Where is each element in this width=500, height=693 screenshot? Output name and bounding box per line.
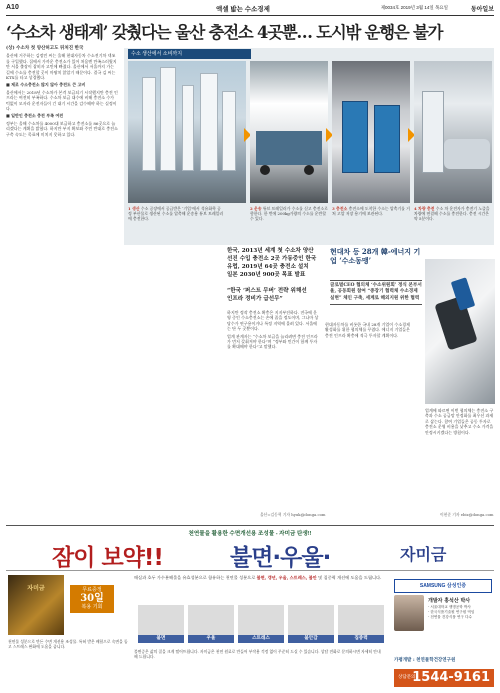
ad-tagline: 천연물을 활용한 수면개선용 조성물 - 자미금 탄생!! bbox=[188, 531, 312, 537]
developer-credentials: - 서울대학교 생명공학 박사 - 한국식품기술원 연구원 역임 - 천연물 건강식품 연구 다수 bbox=[428, 605, 475, 619]
photo-caption bbox=[332, 206, 410, 216]
caption-number: 3 충전소 bbox=[332, 206, 348, 211]
certification-logo: SAMSUNG 삼성인증 bbox=[394, 579, 492, 593]
article-subheading: ■ 제로 수소충전소 많지 않아 충전도 큰 고비 bbox=[6, 82, 86, 88]
free-trial-badge bbox=[70, 585, 114, 613]
symptom-label: 불면 bbox=[138, 635, 184, 643]
symptom-tile bbox=[288, 605, 334, 643]
article-column-right bbox=[325, 322, 411, 340]
photo-fuel-nozzle bbox=[425, 259, 495, 404]
caption-text: 수소 공장에서 공급받은 ‘기업’에서 석유화학 공정 부산물로 생산된 수소를 압축해 운송용 튜브 트레일러에 충전한다. bbox=[128, 206, 224, 221]
article-column-middle bbox=[227, 310, 320, 352]
article-paragraph: 업계에 따르면 이번 협의체는 충전소 구축과 수소 공급망 안정화를 최우선 과제로 삼는다. 참여 기업들은 공동 투자로 충전소 운영 비용을 낮추고 수소 가격을 안정시키겠다는 방침이다. bbox=[425, 408, 494, 435]
charger-pole bbox=[422, 91, 444, 173]
pull-quote-line: 인프라 정비가 급선무” bbox=[227, 296, 283, 302]
pull-quote-line: 한국, 2013년 세계 첫 수소차 양산 bbox=[227, 248, 314, 254]
page-number: A10 bbox=[6, 4, 19, 11]
article-paragraph: 업계 관계자는 “수소차 보급을 늘리려면 충전 인프라가 먼저 갖춰져야 한다”며 “정부와 민간이 함께 투자를 확대해야 한다”고 말했다. bbox=[227, 333, 318, 350]
caption-text: 수소 차 운전자가 충전기 노즐을 차량에 연결해 수소를 충전한다. 충전 시간은 약 5분이다. bbox=[414, 206, 490, 221]
photo-caption bbox=[250, 206, 328, 221]
byline: 이현준 기자 ebiz@donga.com bbox=[440, 512, 494, 517]
pull-quote-line: 유럽, 2019년 64곳 충전소 설치 bbox=[227, 264, 309, 270]
ad-headline-middle: 불면·우울· bbox=[230, 545, 331, 571]
storage-tank bbox=[222, 91, 236, 171]
article-paragraph: 울산에 거주하는 김정민 씨는 올해 현대자동차 수소전기차 넥쏘를 구입했다. 집에서 가까운 충전소가 있어 처음엔 만족스러웠지만 서울 출장이 잡히자 고민에 빠졌다. 울산에서 서울까지 가는 길에 수소를 충전할 곳이 마땅치 않았기 때문이다. 결국 김 씨는 KTX를 타고 상경했다. bbox=[6, 53, 117, 81]
right-pull-quote: 글로벌CEO 협의체 ‘수소위원회’ 정식 본부서울, 공동회원 참여 “중장기 협력체 수소경제 실현” 체인 구축, 세계로 해외지원 위한 협력 bbox=[330, 280, 422, 305]
dispenser-unit bbox=[374, 105, 400, 173]
storage-tank bbox=[200, 73, 218, 171]
institute-name: 가평개발 : 천연물학건강연구원 bbox=[394, 658, 456, 663]
car-body bbox=[444, 139, 490, 169]
ad-body bbox=[6, 570, 494, 693]
symptom-tiles bbox=[138, 605, 384, 643]
phone-number[interactable]: 1544-9161 bbox=[412, 670, 490, 685]
article-lead: (상) 수소차 첫 양산허고도 뒤처진 한국 bbox=[6, 46, 84, 51]
photo-vehicle-charging bbox=[414, 61, 492, 203]
product-box-image bbox=[8, 575, 64, 635]
ad-intro-highlight: 불면, 갱년, 우울, 스트레스, 불안 bbox=[256, 575, 317, 580]
main-headline: ‘수소차 생태계’ 갖췄다는 울산 충전소 4곳뿐… 도시밖 운행은 불가 bbox=[6, 23, 443, 42]
right-article-title: 현대차 등 28개 韓-에너지 기업 ‘수소동맹’ bbox=[330, 247, 421, 265]
article-paragraph: 정부는 올해 수소차를 4000대 보급하고 충전소를 86곳으로 늘리겠다는 계획을 밝혔다. 하지만 부지 확보와 주민 반대로 충전소 구축 속도는 목표에 미치지 못하고 있다. bbox=[6, 120, 118, 137]
developer-name: 개발자 홍석산 박사 bbox=[428, 598, 471, 604]
ad-intro-a: 매실과 호두 가수분해물을 유효성분으로 함유하는 천연물 성분으로 bbox=[134, 575, 257, 580]
phone-banner[interactable] bbox=[394, 669, 494, 687]
ad-footnote: 불면증은 삶의 질을 크게 떨어뜨립니다. 자미금은 천연 원료로 만들어 부작용 걱정 없이 꾸준히 드실 수 있습니다. 상담 전화로 문의하시면 자세히 안내해 드립니다. bbox=[134, 649, 381, 660]
photo-production-plant bbox=[128, 61, 246, 203]
ad-intro-b: 및 집중력 개선에 도움을 드립니다. bbox=[316, 575, 382, 580]
product-label: 자미금 bbox=[27, 585, 45, 592]
phone-label: 상담문의 bbox=[398, 675, 416, 680]
symptom-label: 우울 bbox=[188, 635, 234, 643]
photo-charging-station bbox=[332, 61, 410, 203]
symptom-tile bbox=[138, 605, 184, 643]
page-header bbox=[6, 2, 494, 16]
storage-tank bbox=[182, 85, 194, 171]
section-title: 액셀 밟는 수소경제 bbox=[216, 6, 270, 13]
photo-panel-title: 수소 생산에서 소비까지 bbox=[128, 49, 251, 59]
badge-top-text: 무료증정 bbox=[82, 587, 102, 593]
badge-bottom-text: 복용 기회 bbox=[81, 604, 103, 610]
caption-text: 튜브 트레일러가 수소를 싣고 충전소로 향한다. 한 번에 200kg가량의 수소를 운반할 수 있다. bbox=[250, 206, 328, 221]
ad-intro-text bbox=[134, 575, 384, 581]
symptom-tile bbox=[188, 605, 234, 643]
article-column-left bbox=[6, 46, 118, 139]
badge-days: 30일 bbox=[80, 593, 104, 604]
symptom-tile bbox=[238, 605, 284, 643]
caption-number: 2 운송 bbox=[250, 206, 262, 211]
article-column-far-right bbox=[425, 408, 495, 435]
advertisement bbox=[6, 525, 494, 692]
photo-caption bbox=[128, 206, 224, 221]
dispenser-unit bbox=[342, 101, 368, 173]
storage-tank bbox=[142, 77, 156, 171]
wheel-icon bbox=[260, 165, 270, 175]
issue-date: 제0034호 2019년 3월 14일 목요일 bbox=[380, 5, 448, 10]
caption-number: 4 차량 충전 bbox=[414, 206, 435, 211]
symptom-tile bbox=[338, 605, 384, 643]
masthead: 동아일보 bbox=[470, 7, 494, 13]
pull-quote-line: “한국 ‘퍼스트 무버’ 전략 위해선 bbox=[227, 288, 307, 294]
article-paragraph: 울산에서는 2018년 수소차가 본격 보급되기 시작했지만 충전 인프라는 여전히 부족하다. 수소차 보급 대수에 비해 충전소 수가 턱없이 모자라 운전자들이 긴 대기 시간을 감수해야 하는 실정이다. bbox=[6, 89, 118, 112]
product-description: 천연물 성분으로 만든 수면 개선용 조성물. 특허 받은 배합으로 숙면을 돕고 스트레스 완화에 도움을 줍니다. bbox=[8, 639, 128, 649]
storage-tank bbox=[160, 67, 176, 171]
ad-headline-left: 잠이 보약!! bbox=[52, 545, 163, 571]
symptom-label: 스트레스 bbox=[238, 635, 284, 643]
photo-caption bbox=[414, 206, 492, 221]
developer-photo bbox=[394, 595, 424, 631]
byline: 울산=김동혁 기자 hyuk@donga.com bbox=[260, 512, 326, 517]
article-subheading: ■ 일반인 충전소 충전 부족 여전 bbox=[6, 113, 64, 119]
pull-quote-line: 선진 수입 충전소 2곳 가동중인 한국 bbox=[227, 256, 317, 262]
wheel-icon bbox=[304, 165, 314, 175]
ad-brand-name: 자미금 bbox=[400, 545, 447, 564]
caption-text: 충전소에 도착한 수소는 압축기를 거쳐 고압 저장 용기에 보관된다. bbox=[332, 206, 410, 216]
pull-quote bbox=[227, 247, 320, 303]
article-paragraph: 하지만 정작 충전소 확충은 지지부진하다. 전국에 운영 중인 수소충전소는 손에 꼽을 정도이며, 그나마 상당수가 연구용이거나 특정 지역에 몰려 있다. 서울에는 단 두 곳뿐이다. bbox=[227, 310, 319, 332]
trailer-body bbox=[256, 131, 322, 165]
caption-number: 1 생산 bbox=[128, 206, 140, 211]
symptom-label: 집중력 bbox=[338, 635, 384, 643]
photo-tube-trailer bbox=[250, 61, 328, 203]
pull-quote-line: 일본 2030년 900곳 목표 발표 bbox=[227, 272, 306, 278]
article-paragraph: 현대자동차를 비롯한 국내 28개 기업이 수소경제 활성화를 위한 협의체를 꾸렸다. 에너지 기업들은 충전 인프라 확충에 적극 투자할 계획이다. bbox=[325, 322, 410, 338]
pull-quote-line bbox=[227, 279, 320, 287]
symptom-label: 불안감 bbox=[288, 635, 334, 643]
